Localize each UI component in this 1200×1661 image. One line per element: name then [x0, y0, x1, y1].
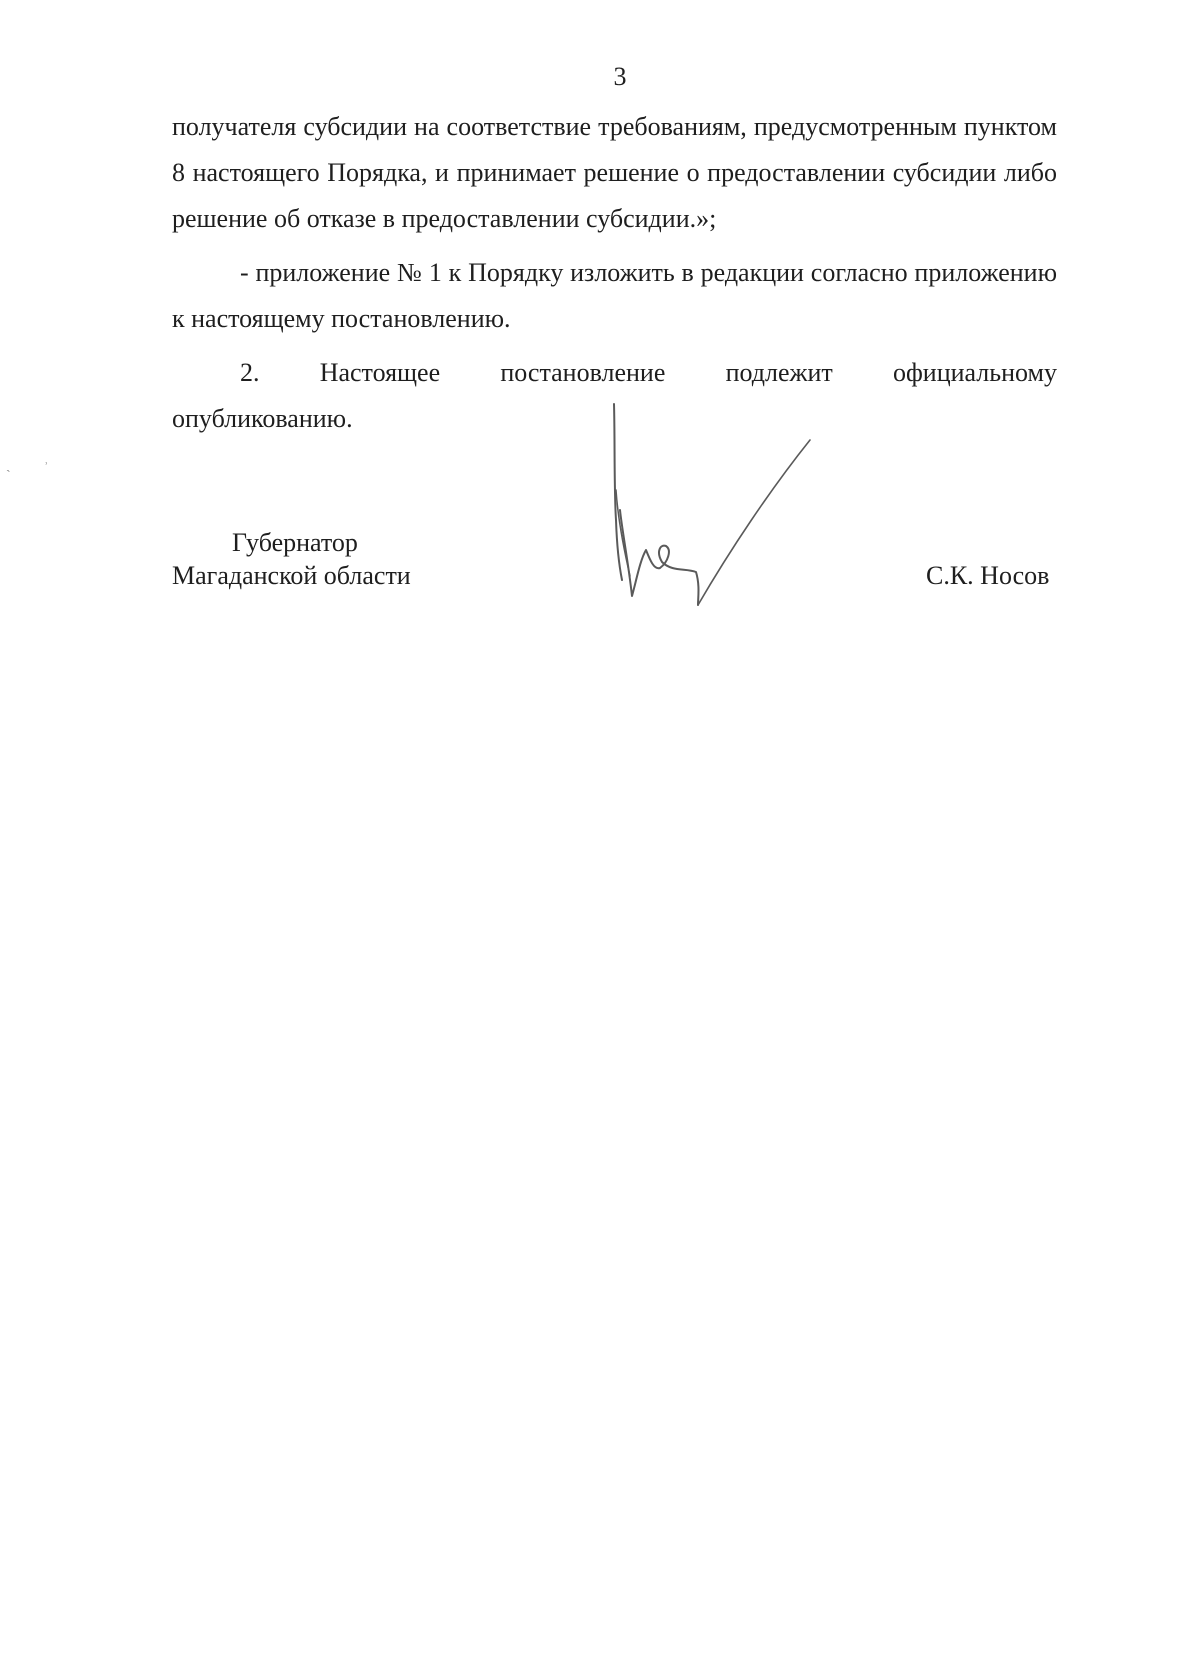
- paragraph-continuation: [172, 104, 1057, 242]
- signatory-region: Магаданской области: [172, 561, 411, 590]
- handwritten-signature-icon: [600, 400, 860, 640]
- signatory-position: [172, 526, 411, 592]
- paragraph-text-line1: 2. Настоящее постановление подлежит официальному: [240, 358, 1057, 387]
- scan-artifact: ˎ: [6, 458, 11, 473]
- paragraph-text: - приложение № 1 к Порядку изложить в редакции согласно приложению к настоящему постановлению.: [172, 258, 1057, 333]
- scan-artifact: ˒: [44, 454, 49, 469]
- paragraph-text: получателя субсидии на соответствие требованиям, предусмотренным пунктом 8 настоящего Порядка, и принимает решение о предоставлении субсидии либо решение об отказе в предоставлении субсидии.»;: [172, 112, 1057, 233]
- signatory-title: Губернатор: [232, 528, 358, 557]
- signer-name: С.К. Носов: [926, 561, 1050, 590]
- page-number: 3: [613, 62, 627, 91]
- paragraph-text-line2: опубликованию.: [172, 404, 353, 433]
- paragraph-annex: [172, 250, 1057, 342]
